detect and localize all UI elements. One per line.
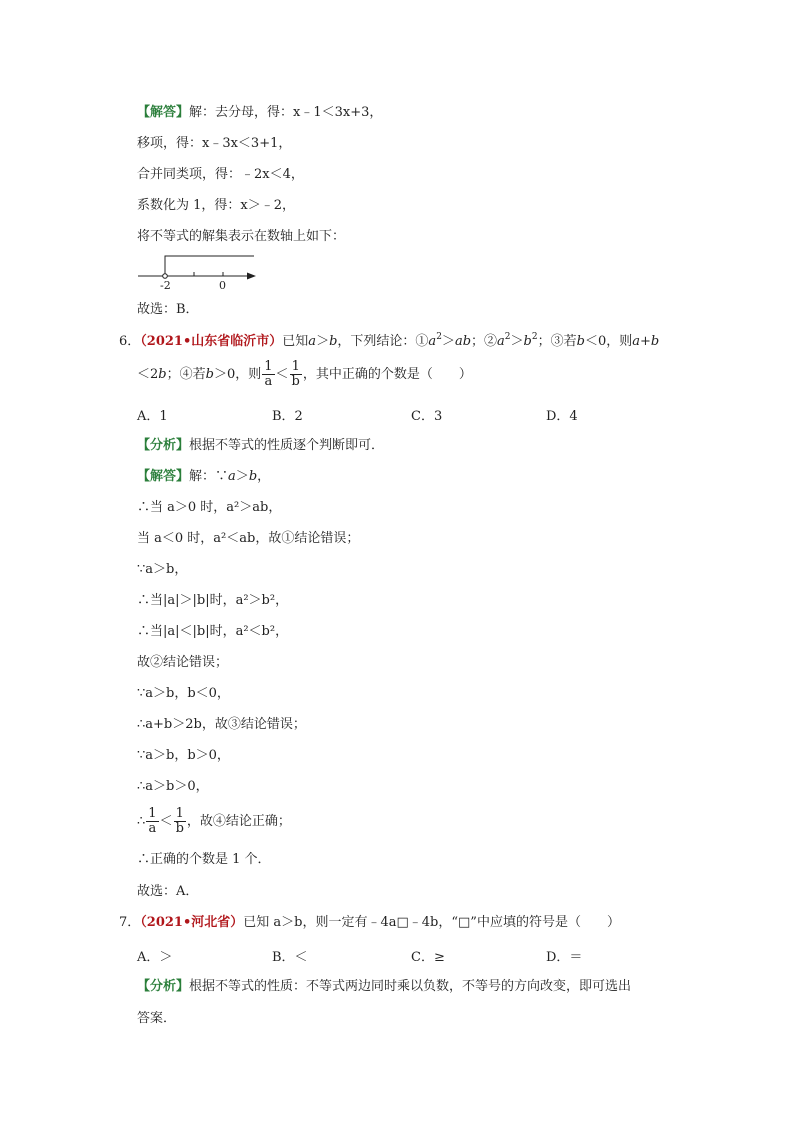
p5-step3: 合并同类项，得：﹣2x＜4， [137, 167, 304, 182]
p6-answer-intro: 【解答】解：∵a＞b， [137, 469, 271, 484]
p7-stem-text: 已知 a＞b，则一定有﹣4a□﹣4b，“□”中应填的符号是（ ） [243, 915, 620, 930]
p6-number: 6． [119, 334, 141, 349]
solution-set-bracket [165, 256, 254, 274]
p6-conclusion-tail: ，故④结论正确； [186, 814, 291, 829]
p6-line-4: ∴当|a|＞|b|时，a²＞b²， [137, 593, 289, 608]
p5-step2: 移项，得：x﹣3x＜3+1， [137, 136, 292, 151]
p6-count: ∴正确的个数是 1 个． [137, 852, 271, 867]
p6-option-d: D．4 [546, 409, 578, 424]
frac-den: a [264, 374, 273, 389]
p6-source: （2021•山东省临沂市） [140, 334, 283, 349]
p6-line-9: ∵a＞b，b＞0， [137, 748, 230, 763]
answer-tag: 【解答】 [137, 105, 190, 120]
analysis-tag: 【分析】 [137, 979, 190, 994]
p5-step1-text: 解：去分母，得：x﹣1＜3x+3， [189, 105, 383, 120]
p7-analysis-line2: 答案． [137, 1011, 177, 1026]
p6-stem-line1: 6．（2021•山东省临沂市）已知a＞b，下列结论：$①a^2>ab$；$②a^2>b^2$；③若b＜0，则a+b [119, 332, 660, 349]
p6-line-7: ∵a＞b，b＜0， [137, 686, 230, 701]
p6-stem-g: ，则 [235, 367, 262, 382]
p6-stem-d: ；③若 [537, 334, 577, 349]
p6-stem-b: ，下列结论：① [337, 334, 429, 349]
p6-choice: 故选：A． [137, 884, 199, 899]
therefore-sign: ∴ [137, 814, 146, 829]
p6-line-5: ∴当|a|＜|b|时，a²＜b²， [137, 624, 289, 639]
frac-num: 1 [264, 359, 273, 374]
p6-analysis-text: 根据不等式的性质逐个判断即可． [189, 438, 385, 453]
p7-option-d: D．＝ [546, 950, 583, 965]
answer-tag: 【解答】 [137, 469, 190, 484]
fraction-1-over-b [290, 360, 302, 389]
p6-option-c: C．3 [411, 409, 443, 424]
p6-stem-c: ；② [471, 334, 498, 349]
p6-stem-f: ；④若 [166, 367, 206, 382]
number-line-arrow [247, 273, 256, 280]
p6-conclusion: ∴ $\frac{1}{a}$ ＜ $\frac{1}{b}$ ，故④结论正确； [137, 806, 291, 836]
axis-label-0: 0 [219, 279, 226, 292]
p7-source: （2021•河北省） [140, 915, 244, 930]
p5-step4: 系数化为 1，得：x＞﹣2， [137, 198, 296, 213]
p5-step5: 将不等式的解集表示在数轴上如下： [137, 229, 346, 244]
frac-den: a [148, 821, 157, 836]
frac-num: 1 [148, 806, 157, 821]
axis-label-neg2: -2 [160, 279, 171, 292]
fraction-1-over-a [146, 807, 158, 836]
p7-option-c: C．≥ [411, 950, 445, 965]
p6-line-3: ∵a＞b， [137, 562, 188, 577]
fraction-1-over-a [262, 360, 274, 389]
p6-line-2: 当 a＜0 时，a²＜ab，故①结论错误； [137, 531, 360, 546]
p6-stem-line2: ＜2b；④若b＞0，则 $\frac{1}{a}$ ＜ $\frac{1}{b}$ ，其中正确的个数是（ ） [137, 359, 472, 389]
fraction-1-over-b [174, 807, 186, 836]
analysis-tag: 【分析】 [137, 438, 190, 453]
p5-step1 [137, 104, 382, 122]
p6-line-10: ∴a＞b＞0， [137, 779, 209, 794]
p7-analysis-line1 [137, 978, 631, 996]
p7-option-b: B．＜ [272, 950, 308, 965]
p6-line-8: ∴a+b＞2b，故③结论错误； [137, 717, 306, 732]
open-circle [163, 274, 168, 279]
p7-option-a: A．＞ [137, 950, 173, 965]
number-line-figure [134, 250, 264, 292]
p6-answer-intro-text: 解：∵ [189, 469, 229, 484]
p7-stem [119, 914, 620, 932]
p6-stem-h: ，其中正确的个数是（ ） [302, 367, 472, 382]
frac-den: b [291, 374, 300, 389]
p7-number: 7． [119, 915, 141, 930]
p6-line-1: ∴当 a＞0 时，a²＞ab， [137, 500, 282, 515]
p7-analysis-text: 根据不等式的性质：不等式两边同时乘以负数，不等号的方向改变，即可选出 [189, 979, 632, 994]
frac-den: b [175, 821, 184, 836]
p5-choice: 故选：B． [137, 302, 199, 317]
frac-num: 1 [290, 360, 302, 375]
p6-line-6: 故②结论错误； [137, 655, 229, 670]
p6-stem-e: ，则 [606, 334, 633, 349]
p6-analysis [137, 437, 384, 455]
p6-stem-a: 已知 [282, 334, 309, 349]
p6-option-b: B．2 [272, 409, 303, 424]
frac-num: 1 [174, 807, 186, 822]
p6-option-a: A．1 [137, 409, 168, 424]
